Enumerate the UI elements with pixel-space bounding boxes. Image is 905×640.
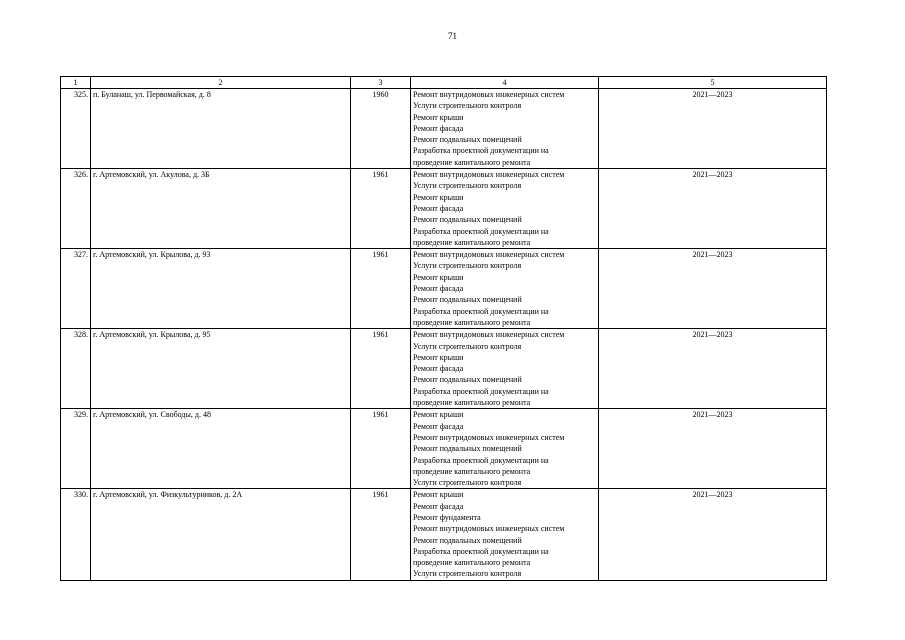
work-item: Ремонт крыши xyxy=(413,410,464,420)
work-item: проведение капитального ремонта xyxy=(413,558,531,568)
row-number-cell: 325. xyxy=(61,89,91,169)
work-item: Ремонт подвальных помещений xyxy=(413,295,522,305)
work-item: Услуги строительного контроля xyxy=(413,478,522,488)
work-item: проведение капитального ремонта xyxy=(413,398,531,408)
work-item: Ремонт внутридомовых инженерных систем xyxy=(413,170,565,180)
build-year-cell: 1961 xyxy=(351,329,411,409)
table-row xyxy=(61,249,827,329)
work-item: Ремонт внутридомовых инженерных систем xyxy=(413,432,565,442)
work-item: Услуги строительного контроля xyxy=(413,569,522,579)
row-number-cell: 329. xyxy=(61,409,91,489)
work-item: Ремонт подвальных помещений xyxy=(413,375,522,385)
build-year-cell: 1961 xyxy=(351,489,411,580)
column-header-number: 1 xyxy=(61,77,91,89)
period-cell: 2021—2023 xyxy=(599,329,827,409)
work-item: Ремонт подвальных помещений xyxy=(413,535,522,545)
work-item: Ремонт фасада xyxy=(413,123,464,133)
work-item: Ремонт подвальных помещений xyxy=(413,215,522,225)
work-item: Ремонт фасада xyxy=(413,364,464,374)
work-item: Ремонт крыши xyxy=(413,192,464,202)
work-item: Ремонт фасада xyxy=(413,203,464,213)
address-cell: г. Артемовский, ул. Крылова, д. 93 xyxy=(91,249,351,329)
works-cell xyxy=(411,329,599,409)
work-item: Услуги строительного контроля xyxy=(413,101,522,111)
work-item: проведение капитального ремонта xyxy=(413,466,531,476)
work-item: Ремонт крыши xyxy=(413,490,464,500)
work-item: Ремонт фасада xyxy=(413,501,464,511)
column-header-works: 4 xyxy=(411,77,599,89)
period-cell: 2021—2023 xyxy=(599,489,827,580)
work-item: Ремонт внутридомовых инженерных систем xyxy=(413,330,565,340)
work-item: Ремонт подвальных помещений xyxy=(413,135,522,145)
row-number-cell: 328. xyxy=(61,329,91,409)
work-item: Ремонт крыши xyxy=(413,112,464,122)
address-cell: п. Буланаш, ул. Первомайская, д. 8 xyxy=(91,89,351,169)
work-item: Ремонт внутридомовых инженерных систем xyxy=(413,524,565,534)
work-item: проведение капитального ремонта xyxy=(413,157,531,167)
work-item: Услуги строительного контроля xyxy=(413,181,522,191)
work-item: Разработка проектной документации на xyxy=(413,455,549,465)
work-item: Ремонт крыши xyxy=(413,272,464,282)
row-number-cell: 326. xyxy=(61,169,91,249)
page-number: 71 xyxy=(448,31,457,41)
address-cell: г. Артемовский, ул. Свободы, д. 48 xyxy=(91,409,351,489)
build-year-cell: 1960 xyxy=(351,89,411,169)
work-item: Разработка проектной документации на xyxy=(413,146,549,156)
period-cell: 2021—2023 xyxy=(599,169,827,249)
table-row xyxy=(61,169,827,249)
column-header-period: 5 xyxy=(599,77,827,89)
work-item: Ремонт внутридомовых инженерных систем xyxy=(413,250,565,260)
work-item: Разработка проектной документации на xyxy=(413,226,549,236)
row-number-cell: 327. xyxy=(61,249,91,329)
table-row xyxy=(61,89,827,169)
repair-schedule-table xyxy=(60,76,827,581)
work-item: Ремонт фундамента xyxy=(413,512,481,522)
table-row xyxy=(61,489,827,580)
works-cell xyxy=(411,409,599,489)
build-year-cell: 1961 xyxy=(351,249,411,329)
works-cell xyxy=(411,169,599,249)
work-item: проведение капитального ремонта xyxy=(413,237,531,247)
period-cell: 2021—2023 xyxy=(599,409,827,489)
table-header-row xyxy=(61,77,827,89)
works-cell xyxy=(411,89,599,169)
build-year-cell: 1961 xyxy=(351,169,411,249)
column-header-address: 2 xyxy=(91,77,351,89)
work-item: Ремонт подвальных помещений xyxy=(413,444,522,454)
address-cell: г. Артемовский, ул. Акулова, д. 3Б xyxy=(91,169,351,249)
table-body xyxy=(61,89,827,581)
address-cell: г. Артемовский, ул. Крылова, д. 95 xyxy=(91,329,351,409)
work-item: Разработка проектной документации на xyxy=(413,546,549,556)
work-item: Услуги строительного контроля xyxy=(413,341,522,351)
column-header-year: 3 xyxy=(351,77,411,89)
work-item: Услуги строительного контроля xyxy=(413,261,522,271)
table-row xyxy=(61,409,827,489)
work-item: Разработка проектной документации на xyxy=(413,386,549,396)
work-item: проведение капитального ремонта xyxy=(413,317,531,327)
works-cell xyxy=(411,489,599,580)
build-year-cell: 1961 xyxy=(351,409,411,489)
work-item: Ремонт крыши xyxy=(413,352,464,362)
work-item: Ремонт фасада xyxy=(413,284,464,294)
address-cell: г. Артемовский, ул. Физкультурников, д. 2А xyxy=(91,489,351,580)
work-item: Разработка проектной документации на xyxy=(413,306,549,316)
table-row xyxy=(61,329,827,409)
work-item: Ремонт фасада xyxy=(413,421,464,431)
work-item: Ремонт внутридомовых инженерных систем xyxy=(413,90,565,99)
row-number-cell: 330. xyxy=(61,489,91,580)
works-cell xyxy=(411,249,599,329)
period-cell: 2021—2023 xyxy=(599,249,827,329)
period-cell: 2021—2023 xyxy=(599,89,827,169)
